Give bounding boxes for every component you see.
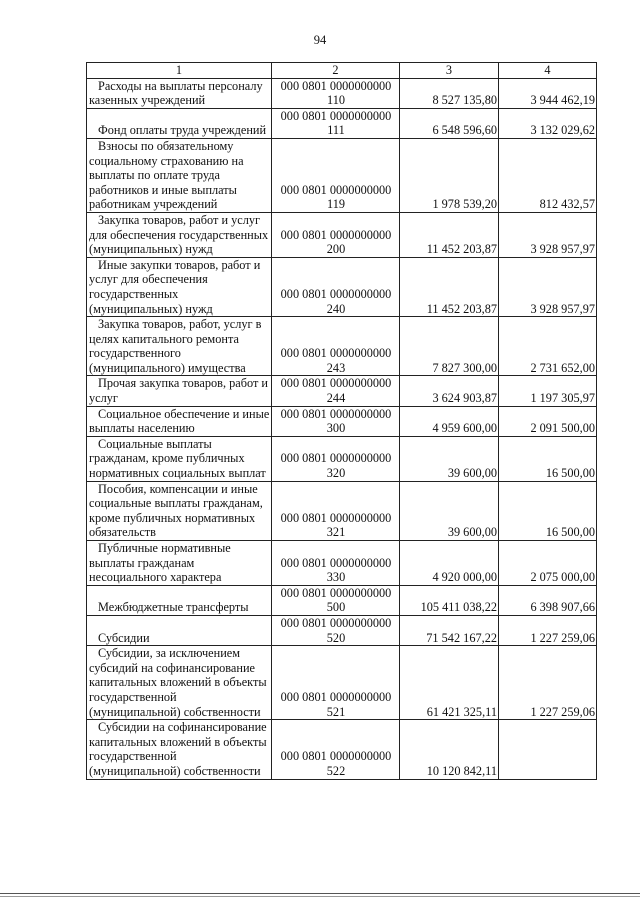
budget-code-expense-type: 500 <box>326 600 346 615</box>
table-row <box>87 317 597 376</box>
amount-cell-col4: 16 500,00 <box>499 481 597 540</box>
table-row <box>87 481 597 540</box>
amount-cell-col3: 4 920 000,00 <box>400 541 499 586</box>
budget-code-expense-type: 111 <box>327 123 345 138</box>
bottom-rule-secondary <box>0 896 640 897</box>
expense-name-cell: Закупка товаров, работ и услуг для обеспечения государственных (муниципальных) нужд <box>87 212 272 257</box>
budget-code-cell <box>272 257 400 316</box>
amount-cell-col3: 105 411 038,22 <box>400 585 499 615</box>
expense-name-cell: Субсидии, за исключением субсидий на софинансирование капитальных вложений в объекты государственной (муниципальной) собственности <box>87 646 272 720</box>
amount-cell-col4: 812 432,57 <box>499 138 597 212</box>
column-header-2: 2 <box>272 63 400 79</box>
budget-code-expense-type: 110 <box>327 93 345 108</box>
expense-name-cell: Социальные выплаты гражданам, кроме публичных нормативных социальных выплат <box>87 436 272 481</box>
amount-cell-col4: 2 075 000,00 <box>499 541 597 586</box>
budget-code-expense-type: 243 <box>326 360 346 375</box>
expense-name-cell: Социальное обеспечение и иные выплаты населению <box>87 406 272 436</box>
budget-code-classifier: 000 0801 0000000000 <box>280 108 392 123</box>
table-row <box>87 615 597 645</box>
amount-cell-col4: 3 132 029,62 <box>499 108 597 138</box>
table-row <box>87 646 597 720</box>
amount-cell-col3: 1 978 539,20 <box>400 138 499 212</box>
budget-code-classifier: 000 0801 0000000000 <box>280 689 392 704</box>
budget-code-classifier: 000 0801 0000000000 <box>280 510 392 525</box>
expense-name-cell: Закупка товаров, работ, услуг в целях капитального ремонта государственного (муниципального) имущества <box>87 317 272 376</box>
budget-code-classifier: 000 0801 0000000000 <box>280 376 392 391</box>
amount-cell-col3: 10 120 842,11 <box>400 720 499 779</box>
budget-code-expense-type: 522 <box>326 763 346 778</box>
budget-code-classifier: 000 0801 0000000000 <box>280 615 392 630</box>
budget-code-expense-type: 240 <box>326 301 346 316</box>
budget-code-expense-type: 521 <box>326 704 346 719</box>
budget-code-cell <box>272 541 400 586</box>
amount-cell-col3: 6 548 596,60 <box>400 108 499 138</box>
budget-code-classifier: 000 0801 0000000000 <box>280 227 392 242</box>
amount-cell-col4: 2 091 500,00 <box>499 406 597 436</box>
expense-name-cell: Межбюджетные трансферты <box>87 585 272 615</box>
amount-cell-col3: 39 600,00 <box>400 481 499 540</box>
expense-name-cell: Прочая закупка товаров, работ и услуг <box>87 376 272 406</box>
table-row <box>87 78 597 108</box>
amount-cell-col3: 3 624 903,87 <box>400 376 499 406</box>
amount-cell-col3: 4 959 600,00 <box>400 406 499 436</box>
amount-cell-col4: 2 731 652,00 <box>499 317 597 376</box>
table-row <box>87 138 597 212</box>
budget-code-classifier: 000 0801 0000000000 <box>280 406 392 421</box>
budget-code-expense-type: 200 <box>326 242 346 257</box>
amount-cell-col4: 3 928 957,97 <box>499 257 597 316</box>
budget-code-cell <box>272 436 400 481</box>
budget-code-cell <box>272 585 400 615</box>
budget-code-cell <box>272 720 400 779</box>
table-row <box>87 436 597 481</box>
expense-name-cell: Публичные нормативные выплаты гражданам несоциального характера <box>87 541 272 586</box>
expense-name-cell: Пособия, компенсации и иные социальные выплаты гражданам, кроме публичных нормативных обязательств <box>87 481 272 540</box>
amount-cell-col3: 11 452 203,87 <box>400 212 499 257</box>
budget-code-cell <box>272 615 400 645</box>
budget-code-cell <box>272 138 400 212</box>
amount-cell-col3: 39 600,00 <box>400 436 499 481</box>
expense-name-cell: Расходы на выплаты персоналу казенных учреждений <box>87 78 272 108</box>
budget-code-cell <box>272 108 400 138</box>
table-row <box>87 108 597 138</box>
expense-name-cell: Субсидии на софинансирование капитальных вложений в объекты государственной (муниципальной) собственности <box>87 720 272 779</box>
amount-cell-col3: 8 527 135,80 <box>400 78 499 108</box>
budget-code-classifier: 000 0801 0000000000 <box>280 346 392 361</box>
table-header <box>87 63 597 79</box>
amount-cell-col4: 6 398 907,66 <box>499 585 597 615</box>
amount-cell-col4: 3 944 462,19 <box>499 78 597 108</box>
budget-code-classifier: 000 0801 0000000000 <box>280 749 392 764</box>
amount-cell-col4: 1 197 305,97 <box>499 376 597 406</box>
budget-code-cell <box>272 481 400 540</box>
budget-code-classifier: 000 0801 0000000000 <box>280 286 392 301</box>
expense-name-cell: Взносы по обязательному социальному страхованию на выплаты по оплате труда работников и иные выплаты работникам учреждений <box>87 138 272 212</box>
table-row <box>87 376 597 406</box>
budget-code-classifier: 000 0801 0000000000 <box>280 182 392 197</box>
amount-cell-col3: 61 421 325,11 <box>400 646 499 720</box>
amount-cell-col4: 1 227 259,06 <box>499 615 597 645</box>
budget-code-cell <box>272 212 400 257</box>
column-header-4: 4 <box>499 63 597 79</box>
table-row <box>87 720 597 779</box>
budget-code-expense-type: 119 <box>327 197 345 212</box>
bottom-rule <box>0 893 640 894</box>
budget-code-cell <box>272 376 400 406</box>
budget-code-cell <box>272 78 400 108</box>
budget-code-expense-type: 520 <box>326 630 346 645</box>
budget-code-expense-type: 330 <box>326 570 346 585</box>
budget-code-classifier: 000 0801 0000000000 <box>280 555 392 570</box>
budget-code-expense-type: 300 <box>326 421 346 436</box>
budget-code-expense-type: 244 <box>326 391 346 406</box>
amount-cell-col4: 16 500,00 <box>499 436 597 481</box>
column-header-1: 1 <box>87 63 272 79</box>
amount-cell-col4: 1 227 259,06 <box>499 646 597 720</box>
budget-code-expense-type: 320 <box>326 466 346 481</box>
table-row <box>87 212 597 257</box>
table-body <box>87 78 597 779</box>
budget-code-classifier: 000 0801 0000000000 <box>280 585 392 600</box>
table-row <box>87 257 597 316</box>
expense-name-cell: Фонд оплаты труда учреждений <box>87 108 272 138</box>
table-row <box>87 406 597 436</box>
amount-cell-col3: 71 542 167,22 <box>400 615 499 645</box>
expense-name-cell: Субсидии <box>87 615 272 645</box>
expense-name-cell: Иные закупки товаров, работ и услуг для обеспечения государственных (муниципальных) нужд <box>87 257 272 316</box>
budget-code-cell <box>272 406 400 436</box>
budget-table <box>86 62 597 780</box>
amount-cell-col3: 7 827 300,00 <box>400 317 499 376</box>
column-header-3: 3 <box>400 63 499 79</box>
table-row <box>87 585 597 615</box>
amount-cell-col3: 11 452 203,87 <box>400 257 499 316</box>
table-row <box>87 541 597 586</box>
page-number: 94 <box>313 33 327 47</box>
budget-code-classifier: 000 0801 0000000000 <box>280 451 392 466</box>
budget-code-cell <box>272 646 400 720</box>
budget-code-cell <box>272 317 400 376</box>
budget-code-expense-type: 321 <box>326 525 346 540</box>
budget-code-classifier: 000 0801 0000000000 <box>280 78 392 93</box>
amount-cell-col4: 3 928 957,97 <box>499 212 597 257</box>
amount-cell-col4 <box>499 720 597 779</box>
